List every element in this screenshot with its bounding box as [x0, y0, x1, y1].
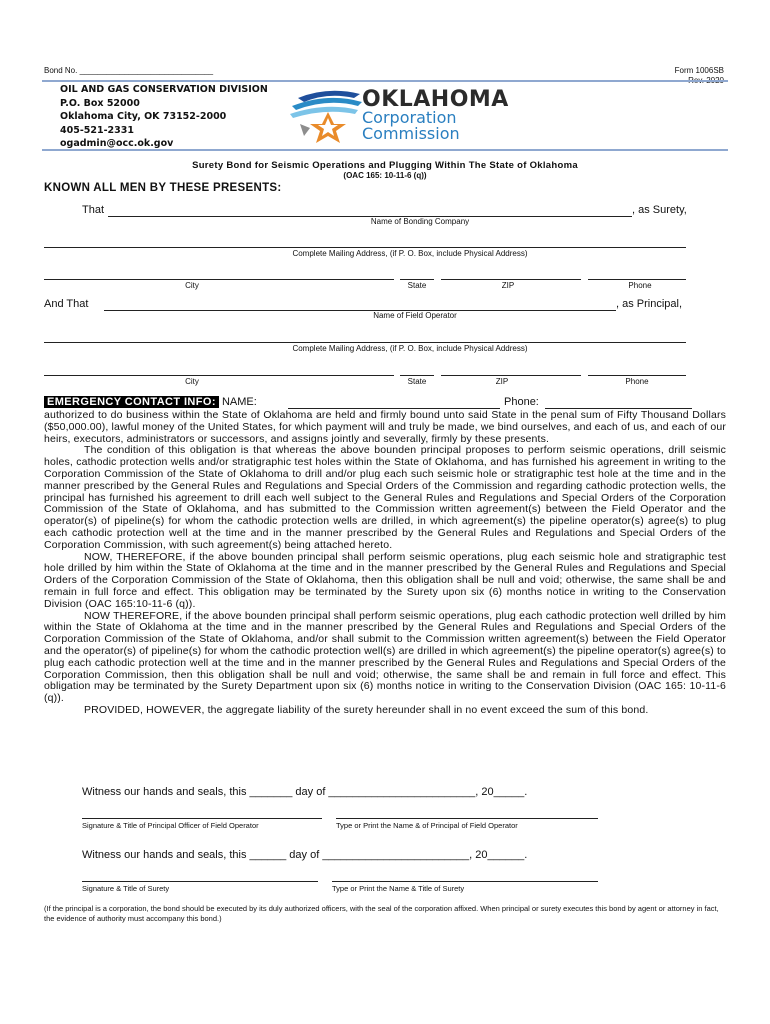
occ-logo — [288, 84, 508, 148]
emergency-contact-label: EMERGENCY CONTACT INFO: — [44, 396, 219, 408]
form-number: Form 1006SB — [674, 66, 724, 75]
agency-email: ogadmin@occ.ok.gov — [60, 138, 174, 149]
form-id — [675, 66, 724, 86]
principal-print-name-input[interactable] — [336, 818, 598, 819]
surety-address-label: Complete Mailing Address, (if P. O. Box, include Physical Address) — [292, 249, 528, 258]
body-paragraph-2: The condition of this obligation is that whereas the above bounden principal proposes to perform seismic operations, drill seismic holes, cathodic protection wells and/or stratigraphic test holes within the State of Oklahoma, and has furnished his agreement in writing to the Corporation Commission of the State of Oklahoma to drill and/or plug each such seismic hole or stratigraphic test hole at the time and in the manner prescribed by the General Rules and Regulations and Special Orders of the Commission and regarding cathodic protection wells, the principal has furnished his agreement to drill each well subject to the General Rules and Regulations and Special Orders of the Corporation Commission of the State of Oklahoma, and has submitted to the Commission written agreement(s) between the Field Operator and the operator(s) of pipeline(s) for whom the cathodic protection wells are drilled, in which agreement(s) the pipeline operator(s) agree(s) to plug each cathodic protection well at the time and in the manner prescribed by the General Rules and Regulations and Special Orders of the Corporation Commission, with such agreement(s) being attached hereto. — [44, 444, 726, 551]
surety-print-name-label: Type or Print the Name & Title of Surety — [332, 884, 465, 893]
agency-address-block — [60, 83, 268, 151]
witness-surety-line[interactable]: Witness our hands and seals, this ______ day of ________________________, 20______. — [82, 849, 528, 861]
principal-city-input[interactable] — [44, 375, 394, 376]
principal-address-input[interactable] — [44, 342, 686, 343]
emergency-contact-row — [44, 396, 257, 408]
body-paragraph-4: NOW THEREFORE, if the above bounden principal shall perform seismic operations, plug each cathodic protection well drilled by him within the State of Oklahoma at the time and in the manner prescribed by the General Rules and Regulations and Special Orders of the Corporation Commission of the State of Oklahoma, and/or shall submit to the Commission written agreement(s) between the Field Operator and the operator(s) of pipeline(s) for whom the cathodic protection well(s) are drilled in which agreement(s) the pipeline operator(s) agree(s) to plug each cathodic protection well at the time and in the manner prescribed by the General Rules and Regulations and Special Orders of the Corporation Commission, then this obligation shall be null and void; otherwise, the same shall be and remain in full force and effect. This obligation may be terminated by the Surety Department upon six (6) months notice in writing to the Conservation Division (OAC 165: 10-11-6 (q)). — [44, 609, 726, 705]
principal-suffix: , as Principal, — [616, 298, 683, 310]
logo-oklahoma: OKLAHOMA — [362, 87, 509, 112]
surety-signature-label: Signature & Title of Surety — [82, 884, 170, 893]
bond-body — [44, 410, 726, 717]
surety-zip-input[interactable] — [441, 279, 581, 280]
bond-number-label: Bond No. — [44, 66, 78, 75]
body-paragraph-1: authorized to do business within the State of Oklahoma are held and firmly bound unto said State in the penal sum of Fifty Thousand Dollars ($50,000.00), lawful money of the United States, for which payment will and truly be made, we bind ourselves, and each of us, and each of our heirs, executors, administrators or successors, and assigns jointly and severally, firmly by these presents. — [44, 409, 726, 445]
occ-logo-mark-icon — [288, 84, 368, 148]
surety-state-input[interactable] — [400, 279, 434, 280]
emergency-name-label: NAME: — [221, 396, 257, 408]
surety-phone-label: Phone — [628, 281, 652, 290]
surety-print-name-input[interactable] — [332, 881, 598, 882]
surety-signature-input[interactable] — [82, 881, 318, 882]
principal-lead: And That — [44, 298, 89, 310]
witness-principal-line[interactable]: Witness our hands and seals, this _______ day of ________________________, 20_____. — [82, 786, 528, 798]
agency-name: OIL AND GAS CONSERVATION DIVISION — [60, 84, 268, 95]
principal-state-input[interactable] — [400, 375, 434, 376]
surety-phone-input[interactable] — [588, 279, 686, 280]
logo-commission: Commission — [362, 124, 460, 143]
agency-city: Oklahoma City, OK 73152-2000 — [60, 111, 227, 122]
known-all-men-heading: KNOWN ALL MEN BY THESE PRESENTS: — [44, 182, 282, 194]
principal-state-label: State — [407, 377, 427, 386]
surety-name-label: Name of Bonding Company — [370, 217, 470, 226]
surety-city-input[interactable] — [44, 279, 394, 280]
header-bottom-rule — [42, 149, 728, 151]
principal-name-label: Name of Field Operator — [373, 311, 457, 320]
principal-city-label: City — [185, 377, 199, 386]
principal-signature-label: Signature & Title of Principal Officer of Field Operator — [82, 821, 259, 830]
body-paragraph-3: NOW, THEREFORE, if the above bounden principal shall perform seismic operations, plug each seismic hole and stratigraphic test hole drilled by him within the State of Oklahoma at the time and in the manner prescribed by the General Rules and Regulations and Special Orders of the Corporation Commission of the State of Oklahoma, then this obligation shall be null and void; otherwise, the same shall be and remain in full force and effect. This obligation may be terminated by the Surety upon six (6) months notice in writing to the Conservation Division (OAC 165:10-11-6 (q)). — [44, 550, 726, 610]
agency-po-box: P.O. Box 52000 — [60, 97, 140, 109]
surety-city-label: City — [185, 281, 199, 290]
bond-number-blank: ______________________________ — [79, 66, 214, 75]
principal-signature-input[interactable] — [82, 818, 322, 819]
surety-zip-label: ZIP — [501, 281, 515, 290]
surety-lead: That — [82, 204, 105, 216]
principal-print-name-label: Type or Print the Name & of Principal of Field Operator — [336, 821, 518, 830]
body-paragraph-5: PROVIDED, HOWEVER, the aggregate liability of the surety hereunder shall in no event exceed the sum of this bond. — [84, 703, 649, 716]
header-top-rule — [42, 80, 728, 82]
surety-suffix: , as Surety, — [632, 204, 687, 216]
agency-phone: 405-521-2331 — [60, 124, 134, 136]
surety-state-label: State — [407, 281, 427, 290]
principal-phone-input[interactable] — [588, 375, 686, 376]
document-title: Surety Bond for Seismic Operations and Plugging Within The State of Oklahoma — [192, 160, 578, 171]
surety-address-input[interactable] — [44, 247, 686, 248]
execution-footnote: (If the principal is a corporation, the bond should be executed by its duly authorized officers, with the seal of the corporation affixed. When principal or surety executes this bond by agent or attorney in fact, the evidence of authority must accompany this bond.) — [44, 904, 719, 923]
principal-phone-label: Phone — [625, 377, 649, 386]
principal-address-label: Complete Mailing Address, (if P. O. Box, include Physical Address) — [292, 344, 528, 353]
principal-zip-input[interactable] — [441, 375, 581, 376]
emergency-phone-label: Phone: — [504, 396, 539, 408]
document-citation: (OAC 165: 10-11-6 (q)) — [343, 171, 427, 180]
logo-corporation: Corporation — [362, 108, 457, 127]
principal-zip-label: ZIP — [495, 377, 509, 386]
bond-number-field[interactable] — [44, 66, 213, 75]
